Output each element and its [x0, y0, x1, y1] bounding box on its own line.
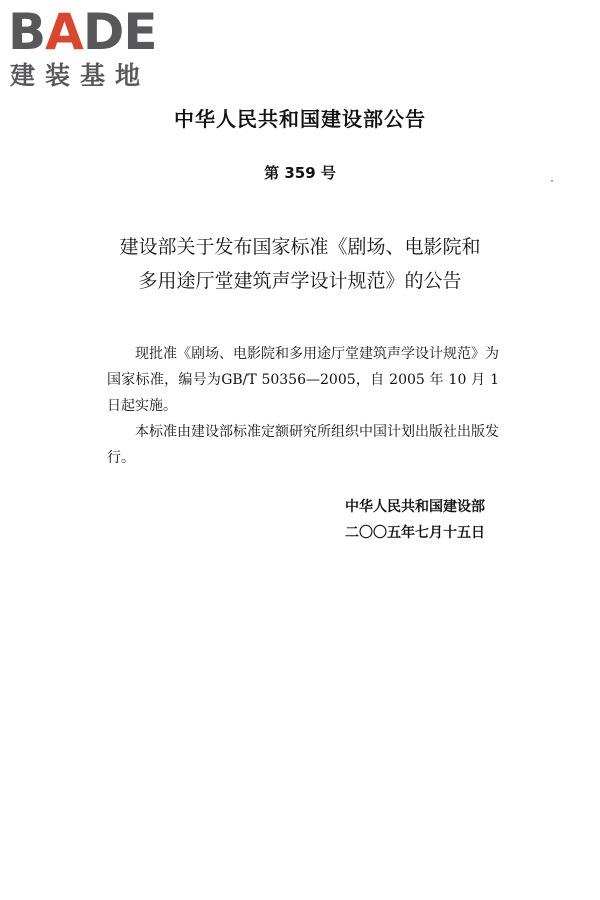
announcement-subject — [0, 230, 600, 298]
issuer-name: 中华人民共和国建设部 — [345, 499, 485, 515]
subject-line-2: 多用途厅堂建筑声学设计规范》的公告 — [138, 270, 462, 292]
body-paragraph-2: 本标准由建设部标准定额研究所组织中国计划出版社出版发行。 — [107, 424, 499, 466]
signature-block — [345, 494, 485, 546]
announcement-title: 中华人民共和国建设部公告 — [174, 107, 426, 131]
scan-speck — [551, 180, 553, 182]
logo-subtitle: 建装基地 — [10, 61, 151, 90]
subject-line-1: 建设部关于发布国家标准《剧场、电影院和 — [119, 236, 481, 258]
body-paragraph-1: 现批准《剧场、电影院和多用途厅堂建筑声学设计规范》为国家标准，编号为GB/T 50356—2005，自 2005 年 10 月 1 日起实施。 — [107, 346, 499, 414]
bade-logo — [8, 3, 178, 92]
logo-letter-b: B — [8, 3, 46, 61]
logo-letters-de: DE — [82, 3, 157, 61]
announcement-body — [107, 341, 499, 471]
announcement-number: 第 359 号 — [264, 164, 336, 182]
issue-date: 二〇〇五年七月十五日 — [345, 525, 485, 541]
logo-letter-a-accent: A — [45, 3, 83, 61]
logo-wordmark — [8, 3, 157, 61]
